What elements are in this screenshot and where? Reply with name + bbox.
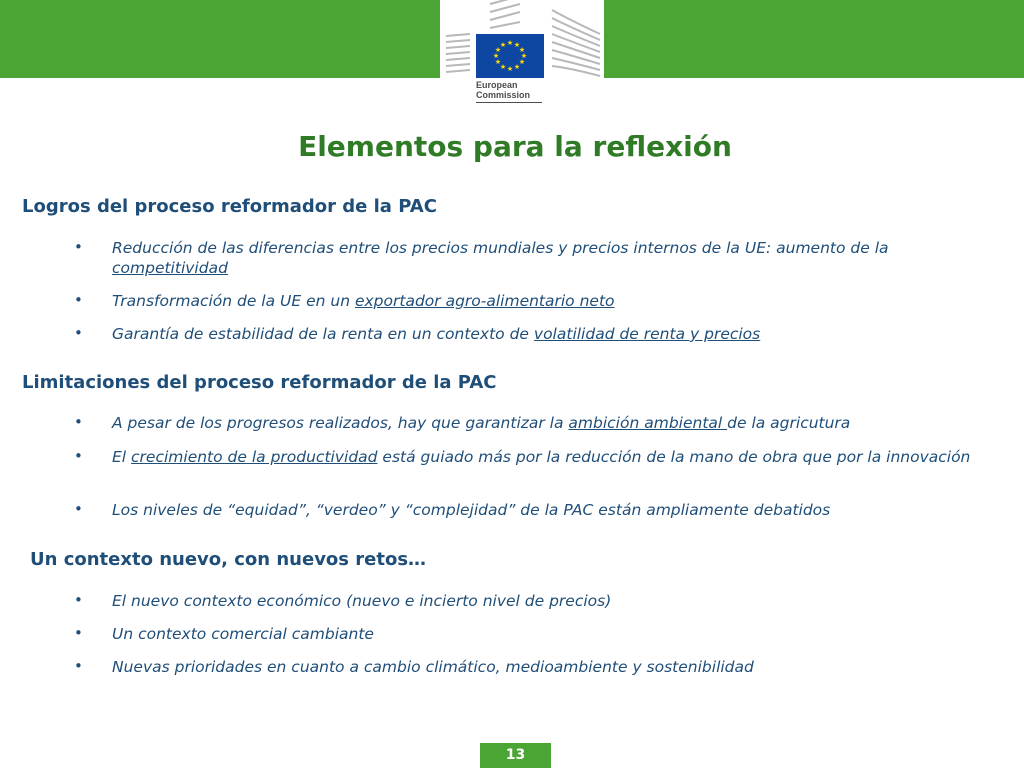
svg-text:★: ★ [518,58,526,66]
logo-text-line2: Commission [476,90,531,100]
logo-divider [476,102,542,103]
bullet-icon: • [74,413,83,431]
underlined-term: volatilidad de renta y precios [533,325,761,343]
svg-text:★: ★ [499,41,507,49]
bullet-text: Garantía de estabilidad de la renta en un contexto de volatilidad de renta y precios [112,325,761,343]
svg-text:★: ★ [506,39,514,47]
berlaymont-building-icon [440,0,604,80]
svg-text:★: ★ [492,52,500,60]
underlined-term: exportador agro-alimentario neto [354,292,615,310]
section-heading-logros: Logros del proceso reformador de la PAC [22,196,437,217]
svg-text:★: ★ [513,63,521,71]
svg-text:★: ★ [494,58,502,66]
page-number: 13 [480,743,551,768]
bullet-text: Los niveles de “equidad”, “verdeo” y “complejidad” de la PAC están ampliamente debatidos [112,501,831,519]
bullet-icon: • [74,624,83,642]
slide-title: Elementos para la reflexión [298,130,732,163]
bullet-text: El crecimiento de la productividad está guiado más por la reducción de la mano de obra que por la innovación [112,448,971,466]
svg-text:★: ★ [520,52,528,60]
section-heading-limitaciones: Limitaciones del proceso reformador de la PAC [22,372,497,393]
underlined-term: crecimiento de la productividad [131,448,378,466]
bullet-icon: • [74,500,83,518]
svg-text:★: ★ [499,63,507,71]
bullet-icon: • [74,291,83,309]
underlined-term: ambición ambiental [568,414,728,432]
svg-text:★: ★ [506,65,514,73]
bullet-icon: • [74,447,83,465]
bullet-icon: • [74,657,83,675]
logo-text-line1: European [476,80,518,90]
bullet-icon: • [74,238,83,256]
section-heading-contexto: Un contexto nuevo, con nuevos retos… [30,549,427,570]
svg-text:★: ★ [513,41,521,49]
underlined-term: competitividad [112,259,228,277]
bullet-text: El nuevo contexto económico (nuevo e incierto nivel de precios) [112,592,612,610]
bullet-text: Nuevas prioridades en cuanto a cambio climático, medioambiente y sostenibilidad [112,658,754,676]
bullet-text: Un contexto comercial cambiante [112,625,374,643]
european-commission-logo [440,0,604,110]
bullet-text: A pesar de los progresos realizados, hay que garantizar la ambición ambiental de la agricutura [112,414,851,432]
bullet-icon: • [74,591,83,609]
svg-text:★: ★ [494,46,502,54]
bullet-icon: • [74,324,83,342]
svg-text:★: ★ [518,46,526,54]
bullet-text: Reducción de las diferencias entre los precios mundiales y precios internos de la UE: aumento de la competitividad [112,239,889,277]
bullet-text: Transformación de la UE en un exportador agro-alimentario neto [112,292,615,310]
